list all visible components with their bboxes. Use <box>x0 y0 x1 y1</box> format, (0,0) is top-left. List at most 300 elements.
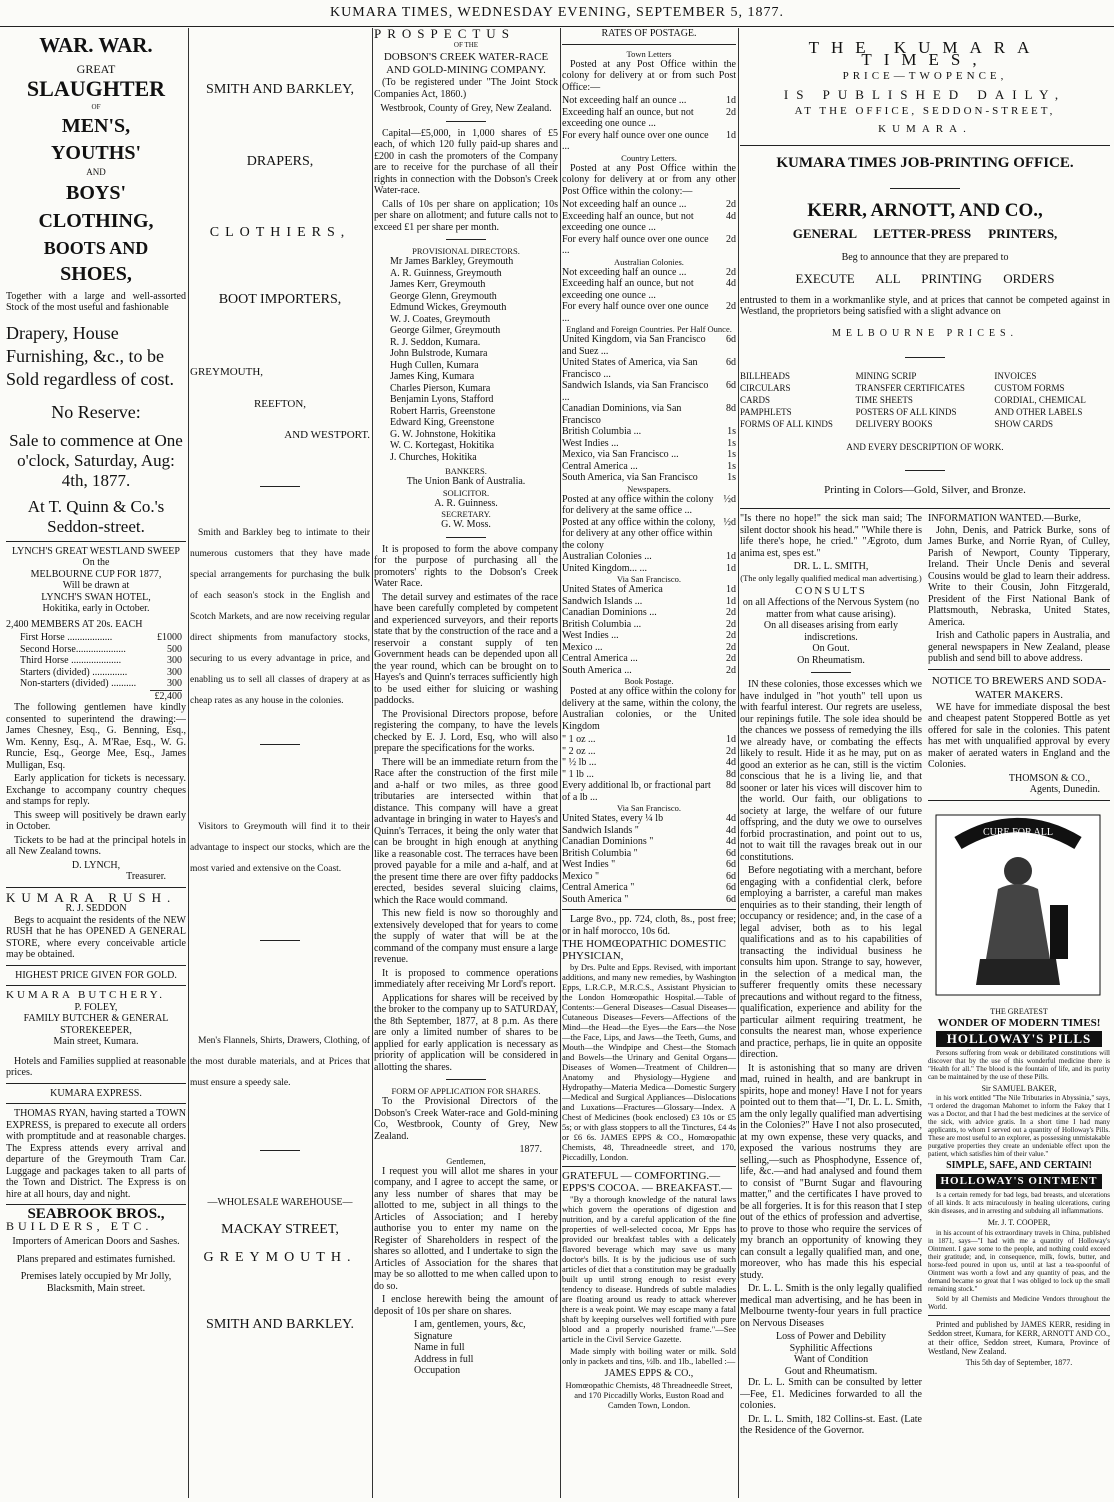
loss-item: Gout and Rheumatism. <box>784 1365 878 1377</box>
never-depart-text: NEVER DEPART <box>1072 908 1078 955</box>
wholesale-text: —WHOLESALE WAREHOUSE— <box>207 1196 353 1208</box>
director-item: James Kerr, Greymouth <box>390 279 486 290</box>
secretary-name: G. W. Moss. <box>441 519 491 530</box>
postage-row <box>562 517 736 552</box>
date-text: This 5th day of September, 1877. <box>965 1357 1073 1367</box>
job-item: SHOW CARDS <box>994 419 1053 429</box>
director-item: George Gilmer, Greymouth <box>390 325 501 336</box>
job-list <box>740 370 1110 430</box>
postage-label: Not exceeding half an ounce ... <box>562 199 687 210</box>
postage-value: 4d <box>726 278 736 289</box>
job-item: CUSTOM FORMS <box>994 383 1065 393</box>
general-heading: GENERAL LETTER-PRESS PRINTERS, <box>792 226 1058 241</box>
job-item: CIRCULARS <box>740 383 791 393</box>
postage-label: For every half ounce over one ounce ... <box>562 129 709 152</box>
postage-label: Central America " <box>562 882 635 893</box>
director-item: George Glenn, Greymouth <box>390 290 497 302</box>
foley-name: P. FOLEY, <box>74 1001 118 1013</box>
prospectus-paragraph: The Provisional Directors propose, before registering the company, to have the levels checked by E. J. Lord, Esq, who will also prepare the specifications for the works. <box>374 708 558 754</box>
aus-heading: Australian Colonies. <box>614 256 684 267</box>
times-kumara: KUMARA. <box>878 122 972 135</box>
postage-label: Australian Colonies ... <box>562 551 652 562</box>
bottom-halves <box>740 513 1110 1439</box>
column-1 <box>6 28 186 1498</box>
prize-row: Third Horse .................... 300 <box>20 655 182 666</box>
postage-row <box>562 267 736 279</box>
postage-row <box>562 278 736 301</box>
postage-row <box>562 551 736 563</box>
seabrook-heading: SEABROOK BROS., <box>27 1206 165 1222</box>
director-item: Benjamin Lyons, Stafford <box>390 394 494 405</box>
sale-text: Sale to commence at One o'clock, Saturday, Aug: 4th, 1877. <box>9 430 183 490</box>
postage-row <box>562 334 736 357</box>
war-heading: WAR. WAR. <box>39 33 153 57</box>
cooper-name: Mr. J. T. COOPER, <box>987 1218 1051 1227</box>
cocoa-text: "By a thorough knowledge of the natural laws which govern the operations of digestion and nutrition, and by a careful application of the fine properties of well-selected cocoa, Mr Epps has provided our breakfast tables with a delicately flavored beverage which may save us many doctor's bills. It is by the judicious use of such articles of diet that a constitution may be gradually built up until strong enough to resist every tendency to disease. Hundreds of subtle maladies are floating around us ready to attack wherever there is a weak point. We may escape many a fatal shaft by keeping ourselves well fortified with pure blood and a properly nourished frame."—See article in the Civil Service Gazette. <box>562 1194 736 1344</box>
prospectus-paragraph: The detail survey and estimates of the race have been carefully completed by competent and experienced surveyors, and their reports state that by the construction of the race and a reservoir a constant supply of ten Government heads can be depended upon all the year round, which can be brought on to Hayes's and Quinn's terraces sufficiently high to be used either for sluicing or washing paddocks. <box>374 591 558 706</box>
postage-label: Exceeding half an ounce, but not exceeding one ounce ... <box>562 278 694 301</box>
postage-row <box>562 607 736 619</box>
times-price: PRICE—TWOPENCE, <box>842 70 1008 82</box>
solicitor-heading: SOLICITOR. <box>442 487 490 498</box>
consults-item: On all diseases arising from early indiscretions. <box>763 620 899 643</box>
every-text: AND EVERY DESCRIPTION OF WORK. <box>846 442 1004 452</box>
youths-heading: YOUTHS' <box>50 142 142 164</box>
postage-row <box>562 584 736 596</box>
column-rule <box>738 28 739 1498</box>
column-rule <box>560 28 561 1498</box>
country-rows <box>562 199 736 257</box>
importers-text: Importers of American Doors and Sashes. <box>12 1236 180 1247</box>
postage-label: Exceeding half an ounce, but not exceeding one ounce ... <box>562 106 694 129</box>
director-item: W. C. Kortegast, Hokitika <box>390 440 495 451</box>
postage-row <box>562 211 736 234</box>
postage-label: Every additional lb, or fractional part of a lb ... <box>562 780 711 803</box>
postage-row <box>562 836 736 848</box>
postage-label: Mexico, via San Francisco ... <box>562 449 679 460</box>
signature-line: Name in full <box>414 1342 465 1353</box>
qualified-text: Dr. L. L. Smith is the only legally qualified medical man advertising, and he has been in Melbourne twenty-four years in full practice on Nervous Diseases <box>740 1283 922 1329</box>
job-item: CARDS <box>740 395 771 405</box>
premises-text: Premises lately occupied by Mr Jolly, Blacksmith, Main street. <box>20 1271 172 1294</box>
cocoa-heading: GRATEFUL — COMFORTING.— EPPS'S COCOA. — BREAKFAST.— <box>562 1170 732 1194</box>
family-text: FAMILY BUTCHER & GENERAL STOREKEEPER, <box>23 1013 169 1036</box>
hope-text: "Is there no hope!" the sick man said; The silent doctor shook his head." "While there is life there's hope, he cried." "Ægroto, dum anima est, spes est." <box>740 513 922 559</box>
director-item: John Bulstrode, Kumara <box>390 348 488 359</box>
shoes-heading: SHOES, <box>60 262 132 285</box>
members-text: 2,400 MEMBERS AT 20s. EACH <box>6 618 143 630</box>
postage-value: 6d <box>726 357 736 368</box>
form-request: I request you will allot me shares in your company, and I agree to accept the same, or any less number of shares that may be allotted to me, subject in all things to the Articles of Association; and I hereby authorise you to enter my name on the Register of Shareholders in respect of the shares so allotted, and I undertake to sign the Articles of Association for the shares that may be so allotted to me when called upon to do so. <box>374 1165 558 1292</box>
job-item: DELIVERY BOOKS <box>855 419 933 429</box>
bankers-heading: BANKERS. <box>445 466 487 476</box>
sf-rows <box>562 584 736 676</box>
beg-text: Beg to announce that they are prepared to <box>841 251 1009 263</box>
postage-row <box>562 665 736 677</box>
lynch-on: On the <box>82 557 110 568</box>
butchery-heading: KUMARA BUTCHERY. <box>6 989 166 1001</box>
astonishing-text: It is astonishing that so many are driven mad, ruined in health, and are bankrupt in spirits, hope and money! Have I not for years pointed out to them that—"I, Dr. L. L. Smith, am the only legally qualified man advertising in the Colonies?" Have I not also prosecuted, at my own expense, these very quacks, and exposed the various nostrums they are selling,—such as Phosphodyne, Essence of, life, &c.—and had analysed and found them to consist of "Burnt Sugar and flavouring matter," and the certificates I have proved to be all forgeries. It is for this reason that I step out of the ethics of profession and advertise, to prove to those who require the services of my branch an opportunity of knowing they can consult a legally qualified man, and one, moreover, who has made this his especial study. <box>740 1062 922 1281</box>
book-text: Posted at any office within the colony for delivery at the same, within the colony, the Australian colonies, or the United Kingdom <box>562 686 736 732</box>
tickets-text: Tickets to be had at the principal hotels in all New Zealand towns. <box>6 834 186 857</box>
loss-list <box>740 1331 922 1377</box>
postage-label: West Indies ... <box>562 437 619 449</box>
boot-heading: BOOT IMPORTERS, <box>218 291 342 307</box>
prizes-list <box>6 632 186 702</box>
agents-text: Agents, Dunedin. <box>1029 784 1100 795</box>
large-text: Large 8vo., pp. 724, cloth, 8s., post free; or in half morocco, 10s 6d. <box>562 914 736 937</box>
postage-label: United States of America, via San Francisco ... <box>562 357 698 380</box>
postage-row <box>562 301 736 324</box>
postage-row <box>562 813 736 825</box>
capital-text: Capital—£5,000, in 1,000 shares of £5 each, of which 120 fully paid-up shares and £200 in cash the promoters of the Company are to receive for the purchase of all their rights in connection with the Dobson's Creek Water-race. <box>374 127 558 196</box>
job-item: POSTERS OF ALL KINDS <box>855 407 957 417</box>
baker-text: in his work entitled "The Nile Tributaries in Abyssinia," says, "I ordered the dragoman Mahomet to inform the Fakey that I was a Doctor, and that I had the best medicines at the service of the sick, with advice gratis. In a short time I had many applicants, to whom I served out a quantity of Holloway's Pills. These are most useful to an explorer, as possessing unmistakable purgative properties they create an undeniable effect upon the patient, which satisfies him of their value." <box>928 1094 1110 1158</box>
seddon-text: Begs to acquaint the residents of the NEW RUSH that he has OPENED A GENERAL STORE, where every conceivable article may be obtained. <box>6 914 186 960</box>
postage-row <box>562 449 736 461</box>
aus-rows <box>562 267 736 325</box>
director-item: J. Churches, Hokitika <box>390 451 477 463</box>
seddon-name: R. J. SEDDON <box>65 903 127 914</box>
column-3 <box>374 28 558 1498</box>
early-text: Early application for tickets is necessary. Exchange to accompany country cheques and stamps for reply. <box>6 773 186 807</box>
clothing-heading: CLOTHING, <box>38 209 154 232</box>
epps-address: Homœopathic Chemists, 48 Threadneedle Street, and 170 Piccadilly Works, Euston Road and Camden Town, London. <box>565 1379 733 1410</box>
letter-text: Dr. L. L. Smith can be consulted by letter—Fee, £1. Medicines forwarded to all the colonies. <box>740 1377 922 1411</box>
no-reserve-text: No Reserve: <box>51 401 141 422</box>
column-rule <box>372 28 373 1498</box>
westbrook-text: Westbrook, County of Grey, New Zealand. <box>380 103 552 114</box>
express-heading: KUMARA EXPRESS. <box>50 1087 142 1099</box>
boys-heading: BOYS' <box>65 181 127 204</box>
lynch-drawn: Will be drawn at <box>62 580 130 591</box>
postage-value: 8d <box>726 780 736 791</box>
notice-text: WE have for immediate disposal the best and cheapest patent Stoppered Bottle as yet offered for sale in the colonies. This patent has met with unqualified approval by every maker of aerated waters in England and the Colonies. <box>928 701 1110 770</box>
postage-label: British Columbia ... <box>562 426 642 437</box>
postage-value: 4d <box>726 757 736 768</box>
prospectus-paragraph: Applications for shares will be received by the broker to the company up to SATURDAY, the 8th September, 1877, at 8 p.m. As there are only a limited number of shares to be applied for early application is necessary as priority of application will be considered in allotting the shares. <box>374 992 558 1073</box>
postage-label: United Kingdom, via San Francisco and Suez ... <box>562 334 706 357</box>
of-text: OF <box>91 102 101 111</box>
sold-text: Sold by all Chemists and Medicine Vendors throughout the World. <box>928 1294 1110 1311</box>
cure-for-all-text: CURE FOR ALL <box>982 826 1054 838</box>
postage-row <box>562 825 736 837</box>
postage-row <box>562 130 736 153</box>
lynch-place: Hokitika, early in October. <box>42 603 150 614</box>
job-item: INVOICES <box>994 371 1037 381</box>
registered-text: (To be registered under "The Joint Stock Companies Act, 1860.) <box>374 77 558 100</box>
hotels-text: Hotels and Families supplied at reasonable prices. <box>6 1055 186 1078</box>
excess-text: IN these colonies, those excesses which we have indulged in "hot youth" tell upon us with fearful interest. Our regrets are useless, our repinings futile. The sole idea should be the chances we possess of remedying the ills we already have, or combating the effects likely to result. Hide it as he may, put on as good an exterior as he can, still is the victim conscious that he is a living lie, and that sooner or later his vices will discover him to the world. Our faith, our obligations to society at large, the welfare of our future offspring, and the duty we owe to ourselves forbid procrastination, and point out to us, not to wait till the ravages break out in our constitutions. <box>740 679 922 863</box>
postage-label: South America ... <box>562 664 632 676</box>
postage-row <box>562 859 736 871</box>
postage-value: 2d <box>726 653 736 664</box>
postage-value: 1s <box>727 426 736 437</box>
director-item: A. R. Guinness, Greymouth <box>390 267 502 279</box>
baker-name: Sir SAMUEL BAKER, <box>981 1083 1057 1093</box>
postage-row <box>562 780 736 803</box>
consults-heading: CONSULTS <box>795 584 867 597</box>
postage-row <box>562 403 736 426</box>
execute-heading: EXECUTE ALL PRINTING ORDERS <box>795 271 1055 286</box>
form-to: To the Provisional Directors of the Dobson's Creek Water-race and Gold-mining Co, Westbrook, County of Grey, New Zealand. <box>374 1096 558 1142</box>
postage-row <box>562 107 736 130</box>
reefton-text: REEFTON, <box>253 397 307 410</box>
solicitor-name: A. R. Guinness. <box>434 497 498 509</box>
postage-value: 6d <box>726 380 736 391</box>
postage-label: United Kingdom... ... <box>562 562 647 574</box>
prospectus-paragraph: It is proposed to commence operations immediately after receiving Mr Lord's report. <box>374 967 558 990</box>
bank-name: The Union Bank of Australia. <box>406 476 526 487</box>
postage-label: Exceeding half an ounce, but not exceeding one ounce ... <box>562 210 694 233</box>
flannels-text: Men's Flannels, Shirts, Drawers, Clothing, of the most durable materials, and at Prices that must ensure a speedy sale. <box>190 1035 370 1088</box>
lynch-treasurer: Treasurer. <box>126 871 166 882</box>
slaughter-heading: SLAUGHTER <box>26 75 166 101</box>
boots-heading: BOOTS AND <box>43 237 149 258</box>
wonder-heading: WONDER OF MODERN TIMES! <box>937 1016 1101 1029</box>
director-item: Edward King, Greenstone <box>390 417 495 428</box>
holloway-illustration-icon <box>928 809 1108 999</box>
column-rule <box>188 28 189 1498</box>
clothiers-heading: CLOTHIERS, <box>209 225 351 240</box>
job-item: FORMS OF ALL KINDS <box>740 419 833 429</box>
cocoa-text2: Made simply with boiling water or milk. Sold only in packets and tins, ½lb. and 1lb., labelled :— <box>562 1346 736 1366</box>
homoeo-heading: THE HOMŒOPATHIC DOMESTIC PHYSICIAN, <box>562 938 726 962</box>
postage-row <box>562 757 736 769</box>
viasf2-heading: Via San Francisco. <box>617 803 681 813</box>
postage-value: 4d <box>726 813 736 824</box>
postage-value: 1d <box>726 551 736 562</box>
lynch-heading: LYNCH'S GREAT WESTLAND SWEEP <box>12 545 180 557</box>
prize-row: Second Horse.................... 500 <box>20 643 182 655</box>
printed-text: Printed and published by JAMES KERR, residing in Seddon street, Kumara, for KERR, ARNOTT AND CO., at their office, Seddon street, Kumara, Province of Westland, New Zealand. <box>928 1319 1110 1356</box>
signature-line: Occupation <box>414 1365 461 1376</box>
calls-text: Calls of 10s per share on application; 10s per share on allotment; and future calls not to exceed £1 per share per month. <box>374 198 558 233</box>
postage-value: 6d <box>726 882 736 893</box>
consults-item: on all Affections of the Nervous System (no matter from what cause arising). <box>742 597 920 620</box>
postage-row <box>562 426 736 438</box>
postage-row <box>562 472 736 484</box>
signature-line: Address in full <box>414 1353 474 1365</box>
and-text: AND <box>86 167 106 177</box>
visitors-text: Visitors to Greymouth will find it to their advantage to inspect our stocks, which are the most varied and extensive on the Coast. <box>190 821 370 874</box>
greymouth-heading: GREYMOUTH. <box>203 1249 357 1265</box>
builders-heading: BUILDERS, ETC. <box>6 1218 153 1233</box>
prize-row: Starters (divided) .............. 300 <box>20 666 182 678</box>
postage-label: For every half ounce over one ounce ... <box>562 301 709 324</box>
info-heading: INFORMATION WANTED.—Burke, <box>928 513 1081 524</box>
colors-text: Printing in Colors—Gold, Silver, and Bronze. <box>824 483 1026 496</box>
postage-label: Mexico " <box>562 870 600 882</box>
postage-row <box>562 619 736 631</box>
postage-row <box>562 630 736 642</box>
of-the-text: OF THE <box>453 40 479 49</box>
postage-label: West Indies ... <box>562 630 619 641</box>
intimate-text: Smith and Barkley beg to intimate to their numerous customers that they have made special arrangements for purchasing the bulk of each season's stock in the English and Scotch Markets, and are now receiving regular direct shipments from manufactory stocks, securing to us every advantage in price, and enabling us to sell all classes of drapery at as cheap rates as any house in the colonies. <box>190 527 370 706</box>
loss-item: Want of Condition <box>793 1354 869 1365</box>
director-item: Charles Pierson, Kumara <box>390 382 491 394</box>
postage-label: Central America ... <box>562 653 638 664</box>
postage-value: 8d <box>726 768 736 780</box>
postage-label: " ½ lb ... <box>562 757 597 768</box>
postage-value: 2d <box>726 233 736 245</box>
postage-label: " 1 oz ... <box>562 734 596 745</box>
info-text: John, Denis, and Patrick Burke, sons of James Burke, and Norrie Ryan, of Culley, Parish of Newport, County Tipperary, Ireland. Their Uncle Denis and several Cousins would be glad to learn their address. Write to their Cousin, John Fitzgerald, President of the First National Bank of Plattsmouth, Nebraska, United States, America. <box>928 524 1110 628</box>
prospectus-paragraph: There will be an immediate return from the Race after the construction of the first mile and a-half or two miles, as three good tributaries are intersected within that distance. This company will have a great advantage in bringing in water to Hayes's and Quinn's Terraces, it being the only water that can be brought in high enough at anything like a reasonable cost. The terraces have been proved payable for a mile and a-half, and at the present time there are over fifty paddocks erected, besides several sluicing claims, which the Race would command. <box>374 756 558 906</box>
director-item: R. J. Seddon, Kumara. <box>390 336 481 348</box>
irish-text: Irish and Catholic papers in Australia, and general newspapers in New Zealand, please publish and send bill to above address. <box>928 630 1110 664</box>
postage-row <box>562 563 736 575</box>
pills-text: Persons suffering from weak or debilitated constitutions will discover that by the use of this wonderful medicine there is "Health for all." The blood is the fountain of life, and its purity can be maintained by the use of these Pills. <box>928 1048 1110 1081</box>
masthead-title: KUMARA TIMES, WEDNESDAY EVENING, SEPTEMBER 5, 1877. <box>330 5 784 20</box>
times-published: IS PUBLISHED DAILY, <box>783 86 1067 102</box>
ointment-badge: HOLLOWAY'S OINTMENT <box>936 1174 1102 1190</box>
eng-rows <box>562 334 736 484</box>
epps-name: JAMES EPPS & CO., <box>604 1368 694 1379</box>
postage-row <box>562 653 736 665</box>
form-gentlemen: Gentlemen, <box>446 1155 486 1166</box>
notice-heading: NOTICE TO BREWERS AND SODA-WATER MAKERS. <box>931 674 1107 701</box>
smith-name: DR. L. L. SMITH, <box>793 561 869 572</box>
postage-row <box>562 769 736 781</box>
postage-label: Central America ... <box>562 460 638 472</box>
postage-label: Not exceeding half an ounce ... <box>562 266 687 278</box>
postage-row <box>562 438 736 450</box>
news-heading: Newspapers. <box>627 483 671 494</box>
job-item: TIME SHEETS <box>855 395 913 405</box>
postage-value: 1s <box>727 437 736 449</box>
postage-label: Mexico ... <box>562 641 603 653</box>
postage-label: Canadian Dominions ... <box>562 607 657 618</box>
quinn-text: At T. Quinn & Co.'s Seddon-street. <box>27 496 165 536</box>
lynch-hotel: LYNCH'S SWAN HOTEL, <box>41 591 151 603</box>
mackay-heading: MACKAY STREET, <box>221 1222 339 1237</box>
director-item: Mr James Barkley, Greymouth <box>390 256 514 267</box>
prize-total: £2,400 <box>150 690 182 703</box>
postage-label: Canadian Dominions " <box>562 836 654 847</box>
postage-value: 2d <box>726 745 736 757</box>
greatest-text: THE GREATEST <box>990 1007 1048 1016</box>
mens-heading: MEN'S, <box>61 115 131 137</box>
drapers-heading: DRAPERS, <box>246 153 314 169</box>
town-rows <box>562 95 736 153</box>
postage-row <box>562 734 736 746</box>
cooper-text: in his account of his extraordinary travels in China, published in 1871, says—"I had with me a quantity of Holloway's Ointment. I gave some to the people, and nothing could exceed their gratitude; and, in consequence, milk, fowls, butter, and horse-feed poured in upon us, until at last a tea-spoonful of Ointment was worth a fowl and any quantity of peas, and the demand became so great that I was obliged to lock up the small remaining stock." <box>928 1228 1110 1293</box>
form-enclose: I enclose herewith being the amount of deposit of 10s per share on shares. <box>374 1294 558 1317</box>
job-item: TRANSFER CERTIFICATES <box>855 383 965 393</box>
plans-text: Plans prepared and estimates furnished. <box>16 1253 176 1265</box>
negotiate-text: Before negotiating with a merchant, before engaging with a confidential clerk, before employing a barrister, a careful man makes enquiries as to their standing, their length of occupancy or residence; and, in the case of a legal adviser, both as to his legal qualifications and as to his capabilities of transacting the individual business he consults him upon. Strange to say, however, in the selection of a medical man, the sufferer frequently omits these necessary precautions and without regard to the fitness, qualification, experience and ability for the particular ailment requiring treatment, he consults the nearest man, whose experience and practice, perhaps, lie in quite an opposite direction. <box>740 865 922 1060</box>
prospectus-paragraph: This new field is now so thoroughly and extensively developed that for years to come the supply of water that will be at the command of the company must ensure a large revenue. <box>374 908 558 965</box>
prospectus-paragraph: It is proposed to form the above company for the purpose of purchasing all the promoters' rights to the Dobson's Creek Water Race. <box>374 543 558 589</box>
lynch-signature: D. LYNCH, <box>71 859 121 871</box>
drapery-text: Drapery, House Furnishing, &c., to be Sold regardless of cost. <box>6 322 174 389</box>
postage-row <box>562 894 736 906</box>
postage-value: 2d <box>726 301 736 312</box>
secretary-heading: SECRETARY. <box>441 509 491 519</box>
kerr-heading: KERR, ARNOTT, AND CO., <box>807 199 1043 221</box>
postage-value: 2d <box>726 664 736 676</box>
postage-label: For every half ounce over one ounce ... <box>562 233 709 256</box>
job-item: CORDIAL, CHEMICAL <box>994 395 1086 405</box>
postage-row <box>562 882 736 894</box>
right-ads <box>928 513 1110 1439</box>
director-item: Robert Harris, Greenstone <box>390 405 496 417</box>
job-item: MINING SCRIP <box>855 371 917 381</box>
postage-value: 6d <box>726 893 736 905</box>
postage-value: 2d <box>726 106 736 118</box>
director-item: James King, Kumara <box>390 371 475 382</box>
director-item: W. J. Coates, Greymouth <box>390 313 491 325</box>
postage-label: British Columbia ... <box>562 618 642 630</box>
column-4 <box>562 28 736 1498</box>
signature-lines <box>374 1319 558 1377</box>
rates-heading: RATES OF POSTAGE. <box>601 28 697 39</box>
simple-heading: SIMPLE, SAFE, AND CERTAIN! <box>946 1160 1092 1171</box>
postage-row <box>562 642 736 654</box>
gentlemen-text: The following gentlemen have kindly consented to superintend the drawing:—James Chesney, Esq., G. Benning, Esq., Wm. Kenny, Esq., A. M'Rae, Esq., W. G. Runcie, Esq., George Mee, Esq., James Mulligan, Esq. <box>6 702 186 771</box>
together-text: Together with a large and well-assorted Stock of the most useful and fashionable <box>6 290 186 313</box>
postage-value: 1d <box>726 734 736 745</box>
postage-label: West Indies " <box>562 859 616 870</box>
book-rows <box>562 734 736 803</box>
address-text: Dr. L. L. Smith, 182 Collins-st. East. (Late the Residence of the Governor. <box>740 1413 922 1436</box>
postage-value: ½d <box>723 516 736 528</box>
director-item: Edmund Wickes, Greymouth <box>390 302 507 313</box>
melbourne-text: MELBOURNE PRICES. <box>831 327 1019 339</box>
postage-value: 1d <box>726 95 736 106</box>
postage-label: United States, every ¼ lb <box>562 813 664 824</box>
viasf-heading: Via San Francisco. <box>617 574 681 584</box>
eng-heading: England and Foreign Countries. Per Half Ounce. <box>566 324 732 334</box>
town-text: Posted at any Post Office within the colony for delivery at or from such Post Office:— <box>562 58 736 93</box>
consults-item: On Rheumatism. <box>797 654 865 666</box>
postage-value: 4d <box>726 824 736 836</box>
postage-value: 6d <box>726 334 736 345</box>
westport-text: AND WESTPORT. <box>284 429 370 441</box>
ryan-text: THOMAS RYAN, having started a TOWN EXPRESS, is prepared to execute all orders with promptitude and at reasonable charges. The Express attends every arrival and departure of the Greymouth Tram Car. Luggage and packages taken to all parts of the Town and District. The Express is on hire at all hours, day and night. <box>6 1108 186 1200</box>
form-year: 1877. <box>519 1144 542 1155</box>
prospectus-heading: PROSPECTUS <box>374 28 515 41</box>
prize-row: Non-starters (divided) .......... 300 <box>20 678 182 689</box>
signature-line: I am, gentlemen, yours, &c, <box>414 1319 526 1330</box>
postage-label: Canadian Dominions, via San Francisco <box>562 403 682 426</box>
postage-row <box>562 848 736 860</box>
postage-label: " 2 oz ... <box>562 745 596 757</box>
postage-value: 2d <box>726 607 736 618</box>
lynch-cup: MELBOURNE CUP FOR 1877, <box>30 568 162 580</box>
ointment-text: Is a certain remedy for bad legs, bad breasts, and ulcerations of all kinds. It acts miraculously in healing ulcerations, curing skin diseases, and in arresting and subduing all inflammations. <box>928 1191 1110 1215</box>
company-heading: DOBSON'S CREEK WATER-RACE AND GOLD-MINING COMPANY. <box>383 51 549 76</box>
postage-value: 2d <box>726 618 736 630</box>
postage-value: 6d <box>726 847 736 859</box>
country-text: Posted at any Post Office within the colony for delivery at or from any other Post Office within the colony:— <box>562 162 736 197</box>
country-heading: Country Letters. <box>621 152 677 163</box>
postage-row <box>562 95 736 107</box>
postage-row <box>562 871 736 883</box>
smith-barkley-footer: SMITH AND BARKLEY. <box>206 1317 354 1332</box>
postage-row <box>562 199 736 211</box>
times-at: AT THE OFFICE, SEDDON-STREET, <box>794 105 1056 117</box>
rush-heading: KUMARA RUSH. <box>6 889 177 905</box>
loss-item: Loss of Power and Debility <box>776 1331 886 1342</box>
postage-value: 2d <box>726 641 736 653</box>
postage-value: 1d <box>726 129 736 141</box>
postage-label: Not exceeding half an ounce ... <box>562 95 687 106</box>
postage-value: 1d <box>726 562 736 574</box>
sf2-rows <box>562 813 736 905</box>
smith-only: (The only legally qualified medical man advertising.) <box>740 572 922 583</box>
